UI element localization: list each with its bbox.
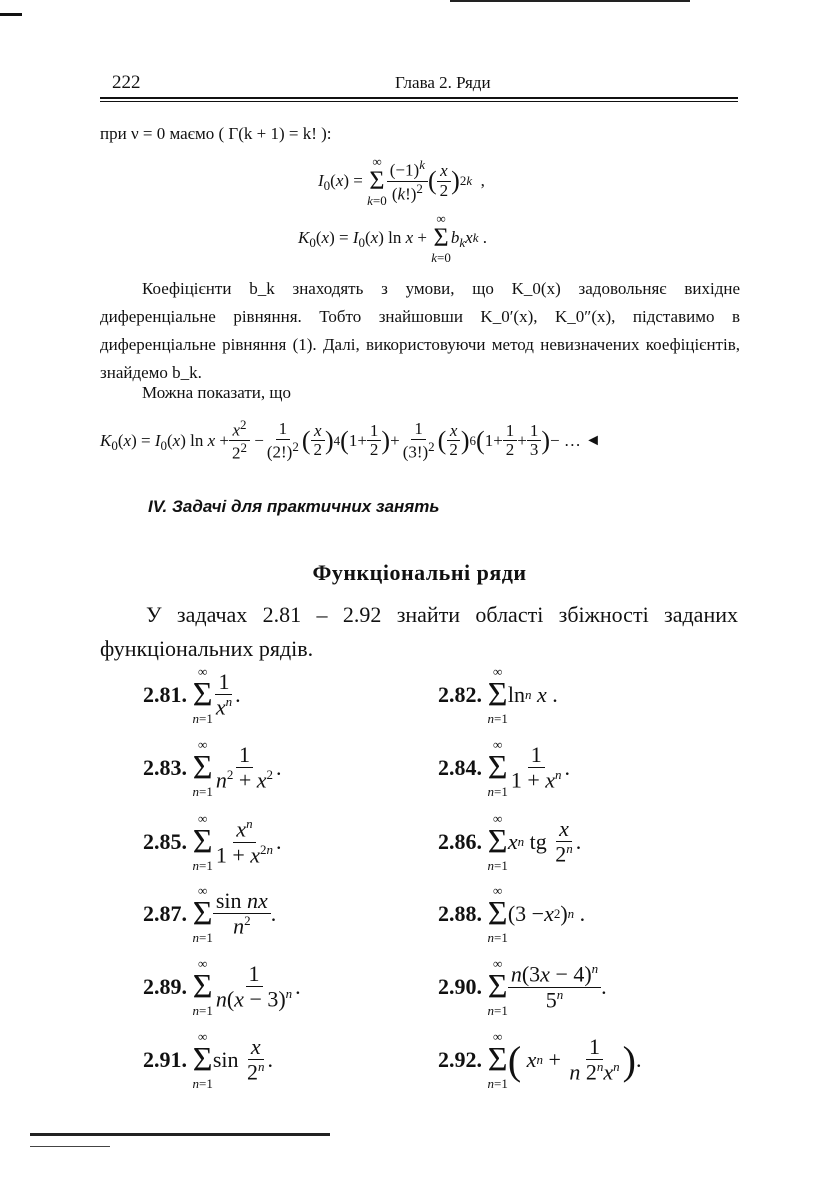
problem-2-92: 2.92. ∞ Σ n=1 ( x n + $\frac{1}{n 2^nx^n}$ ) .	[438, 1029, 642, 1091]
paragraph-coefficients: Коефіцієнти b_k знаходять з умови, що K_0(x) задовольняє вихідне диференціальне рівняння. Тобто знайшовши K_0′(x), K_0″(x), підставимо в диференціальне рівняння (1). Далі, використовуючи метод невизначених коефіцієнтів, знайдемо b_k.	[100, 279, 740, 382]
page-number: 222	[112, 72, 141, 93]
end-of-proof-marker: ◄	[585, 431, 601, 449]
problems-intro: У задачах 2.81 – 2.92 знайти області збіжності заданих функціональних рядів.	[100, 602, 738, 661]
problem-number: 2.83.	[143, 755, 187, 780]
running-header: Глава 2. Ряди	[395, 73, 491, 92]
formula-K0: K 0 ( x ) = I 0 ( x ) ln x + ∞ Σ k=0 b k x k .	[298, 211, 487, 265]
section-title: Функціональні ряди	[312, 560, 527, 585]
problem-number: 2.86.	[438, 829, 482, 854]
problem-2-87: 2.87. ∞ Σ n=1 $\frac{\text{sin nx}}{n^2}$ .	[143, 883, 277, 945]
formula-K0-expansion: K 0 ( x ) = I 0 ( x ) ln x + $\frac{x^2}{2^2}$ − $\frac{1}{(2!)^2}$ ( $\frac{x}{2}$ ) 4 ( 1+ $\frac{1}{2}$ ) + $\frac{1}{(3!)^2}$ ( $\frac{x}{2}$ ) 6 ( 1+ $\frac{1}{2}$ + $\frac{1}{3}$ ) − … ◄	[100, 417, 601, 463]
header-rule	[100, 97, 738, 99]
problem-number: 2.91.	[143, 1047, 187, 1072]
problem-2-90: 2.90. ∞ Σ n=1 $\frac{n(3x - 4)^n}{5^n}$ .	[438, 956, 607, 1018]
paragraph-show: Можна показати, що	[142, 383, 291, 402]
formula-I0: I 0 ( x ) = ∞ Σ k=0 $\frac{(-1)^k}{(k!)^2}$ ( $\frac{x}{2}$ ) 2k ,	[318, 154, 485, 208]
problem-2-84: 2.84. ∞ Σ n=1 $\frac{1}{1 + x^n}$ .	[438, 737, 571, 799]
problem-number: 2.92.	[438, 1047, 482, 1072]
intro-line: при ν = 0 маємо ( Γ(k + 1) = k! ):	[100, 124, 332, 143]
problem-2-85: 2.85. ∞ Σ n=1 $\frac{x^n}{1 + x^{2n}}$ .	[143, 811, 282, 873]
top-edge-line	[450, 0, 690, 2]
problem-2-91: 2.91. ∞ Σ n=1 sin $\frac{x}{2^n}$ .	[143, 1029, 274, 1091]
corner-mark	[0, 13, 22, 16]
problem-number: 2.87.	[143, 901, 187, 926]
problem-number: 2.82.	[438, 682, 482, 707]
footer-rule	[30, 1133, 330, 1136]
problem-2-83: 2.83. ∞ Σ n=1 $\frac{1}{n^2 + x^2}$ .	[143, 737, 282, 799]
problem-number: 2.89.	[143, 974, 187, 999]
problem-2-86: 2.86. ∞ Σ n=1 x n tg $\frac{x}{2^n}$ .	[438, 811, 582, 873]
header-rule-thin	[100, 101, 738, 102]
problem-2-81: 2.81. ∞ Σ n=1 $\frac{1}{x^n}$ .	[143, 664, 241, 726]
problem-2-88: 2.88. ∞ Σ n=1 (3 − x 2 ) n .	[438, 883, 586, 945]
problem-number: 2.88.	[438, 901, 482, 926]
problem-2-89: 2.89. ∞ Σ n=1 $\frac{1}{n(x - 3)^n}$ .	[143, 956, 301, 1018]
problem-number: 2.84.	[438, 755, 482, 780]
section-heading: IV. Задачі для практичних занять	[148, 497, 440, 516]
problem-number: 2.85.	[143, 829, 187, 854]
problem-2-82: 2.82. ∞ Σ n=1 ln n x .	[438, 664, 558, 726]
footer-rule-short	[30, 1146, 110, 1147]
problem-number: 2.90.	[438, 974, 482, 999]
problem-number: 2.81.	[143, 682, 187, 707]
